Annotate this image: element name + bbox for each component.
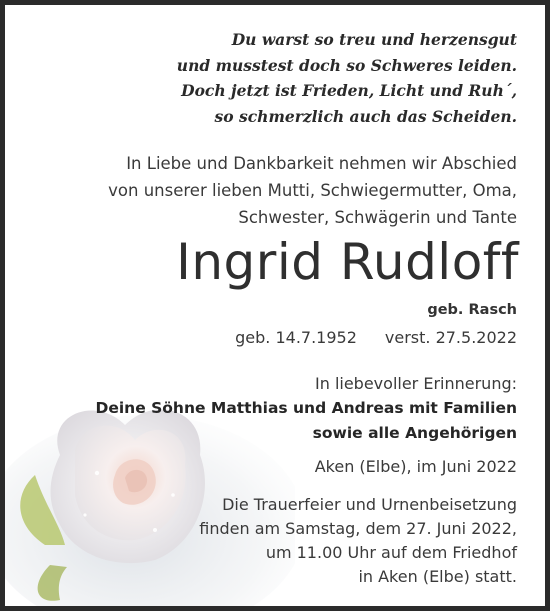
poem-line: so schmerzlich auch das Scheiden. xyxy=(214,106,517,126)
ceremony-info xyxy=(199,493,517,589)
ceremony-line: finden am Samstag, dem 27. Juni 2022, xyxy=(199,519,517,538)
death-date: verst. 27.5.2022 xyxy=(384,328,517,347)
mourners-intro: In liebevoller Erinnerung: xyxy=(315,374,517,393)
memorial-poem xyxy=(177,27,517,129)
birth-name: geb. Rasch xyxy=(427,302,517,318)
life-dates xyxy=(235,328,517,347)
mourners-family: Deine Söhne Matthias und Andreas mit Familien xyxy=(95,399,517,417)
mourners-block xyxy=(95,371,517,446)
poem-line: Du warst so treu und herzensgut xyxy=(231,30,517,49)
ceremony-line: in Aken (Elbe) statt. xyxy=(358,567,517,586)
poem-line: Doch jetzt ist Frieden, Licht und Ruh´, xyxy=(181,81,517,100)
farewell-intro xyxy=(108,150,517,231)
birth-date: geb. 14.7.1952 xyxy=(235,328,357,347)
mourners-relatives: sowie alle Angehörigen xyxy=(312,424,517,442)
place-date: Aken (Elbe), im Juni 2022 xyxy=(314,457,517,476)
deceased-name: Ingrid Rudloff xyxy=(176,233,519,291)
ceremony-line: Die Trauerfeier und Urnenbeisetzung xyxy=(222,495,517,514)
intro-line: von unserer lieben Mutti, Schwiegermutter, Oma, xyxy=(108,181,517,200)
intro-line: Schwester, Schwägerin und Tante xyxy=(238,208,517,227)
poem-line: und musstest doch so Schweres leiden. xyxy=(176,55,517,75)
intro-line: In Liebe und Dankbarkeit nehmen wir Abschied xyxy=(126,154,517,173)
ceremony-line: um 11.00 Uhr auf dem Friedhof xyxy=(265,543,517,562)
